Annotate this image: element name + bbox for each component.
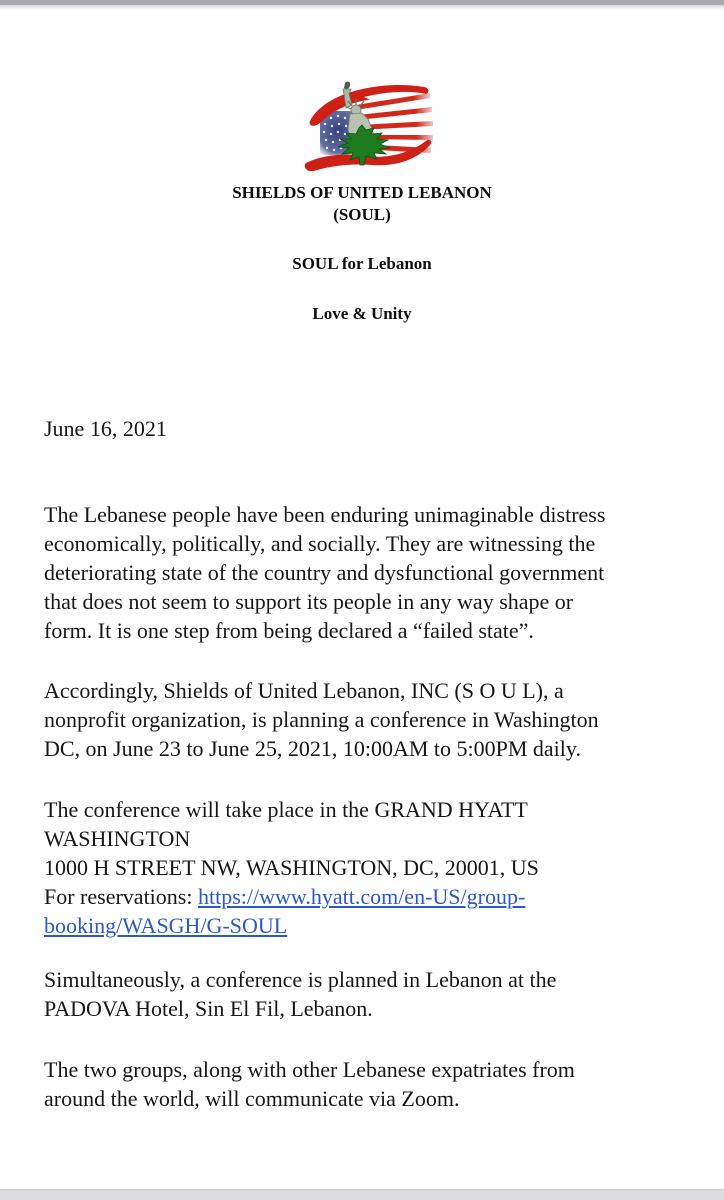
org-abbreviation: (SOUL) xyxy=(333,205,391,224)
org-name: SHIELDS OF UNITED LEBANON xyxy=(232,183,492,202)
window-bottom-edge xyxy=(0,1189,724,1200)
text-line: form. It is one step from being declared a “failed state”. xyxy=(44,618,534,643)
reservations-line xyxy=(44,882,539,911)
text-line: economically, politically, and socially. They are witnessing the xyxy=(44,531,596,556)
reservations-label: For reservations: xyxy=(44,884,198,909)
text-line: 1000 H STREET NW, WASHINGTON, DC, 20001, US xyxy=(44,855,539,880)
text-line: around the world, will communicate via Zoom. xyxy=(44,1086,460,1111)
reservation-link[interactable]: https://www.hyatt.com/en-US/group- xyxy=(197,884,526,909)
text-line: Accordingly, Shields of United Lebanon, INC (S O U L), a xyxy=(44,678,564,703)
text-line: PADOVA Hotel, Sin El Fil, Lebanon. xyxy=(44,996,373,1021)
reservation-link-continued[interactable]: booking/WASGH/G-SOUL xyxy=(44,913,288,938)
text-line: nonprofit organization, is planning a conference in Washington xyxy=(44,707,599,732)
soul-logo-graphic xyxy=(296,79,436,171)
window-top-shadow xyxy=(0,5,724,10)
tagline-love-and-unity: Love & Unity xyxy=(312,304,412,323)
text-line: deteriorating state of the country and dysfunctional government xyxy=(44,560,605,585)
letter-date: June 16, 2021 xyxy=(44,416,167,441)
soul-logo xyxy=(296,79,436,171)
text-line: DC, on June 23 to June 25, 2021, 10:00AM to 5:00PM daily. xyxy=(44,736,581,761)
text-line: The conference will take place in the GRAND HYATT xyxy=(44,797,528,822)
text-line: The Lebanese people have been enduring unimaginable distress xyxy=(44,502,606,527)
text-line: that does not seem to support its people in any way shape or xyxy=(44,589,574,614)
reservations-line-continued xyxy=(44,911,539,940)
paragraph-venue xyxy=(44,795,539,940)
tagline-soul-for-lebanon: SOUL for Lebanon xyxy=(292,254,432,273)
text-line: WASHINGTON xyxy=(44,826,191,851)
paragraph-lebanon-conference xyxy=(44,965,556,1023)
paragraph-conference-plan xyxy=(44,676,599,763)
text-line: Simultaneously, a conference is planned in Lebanon at the xyxy=(44,967,557,992)
text-line: The two groups, along with other Lebanese expatriates from xyxy=(44,1057,575,1082)
paragraph-distress xyxy=(44,500,605,645)
paragraph-zoom xyxy=(44,1055,575,1113)
